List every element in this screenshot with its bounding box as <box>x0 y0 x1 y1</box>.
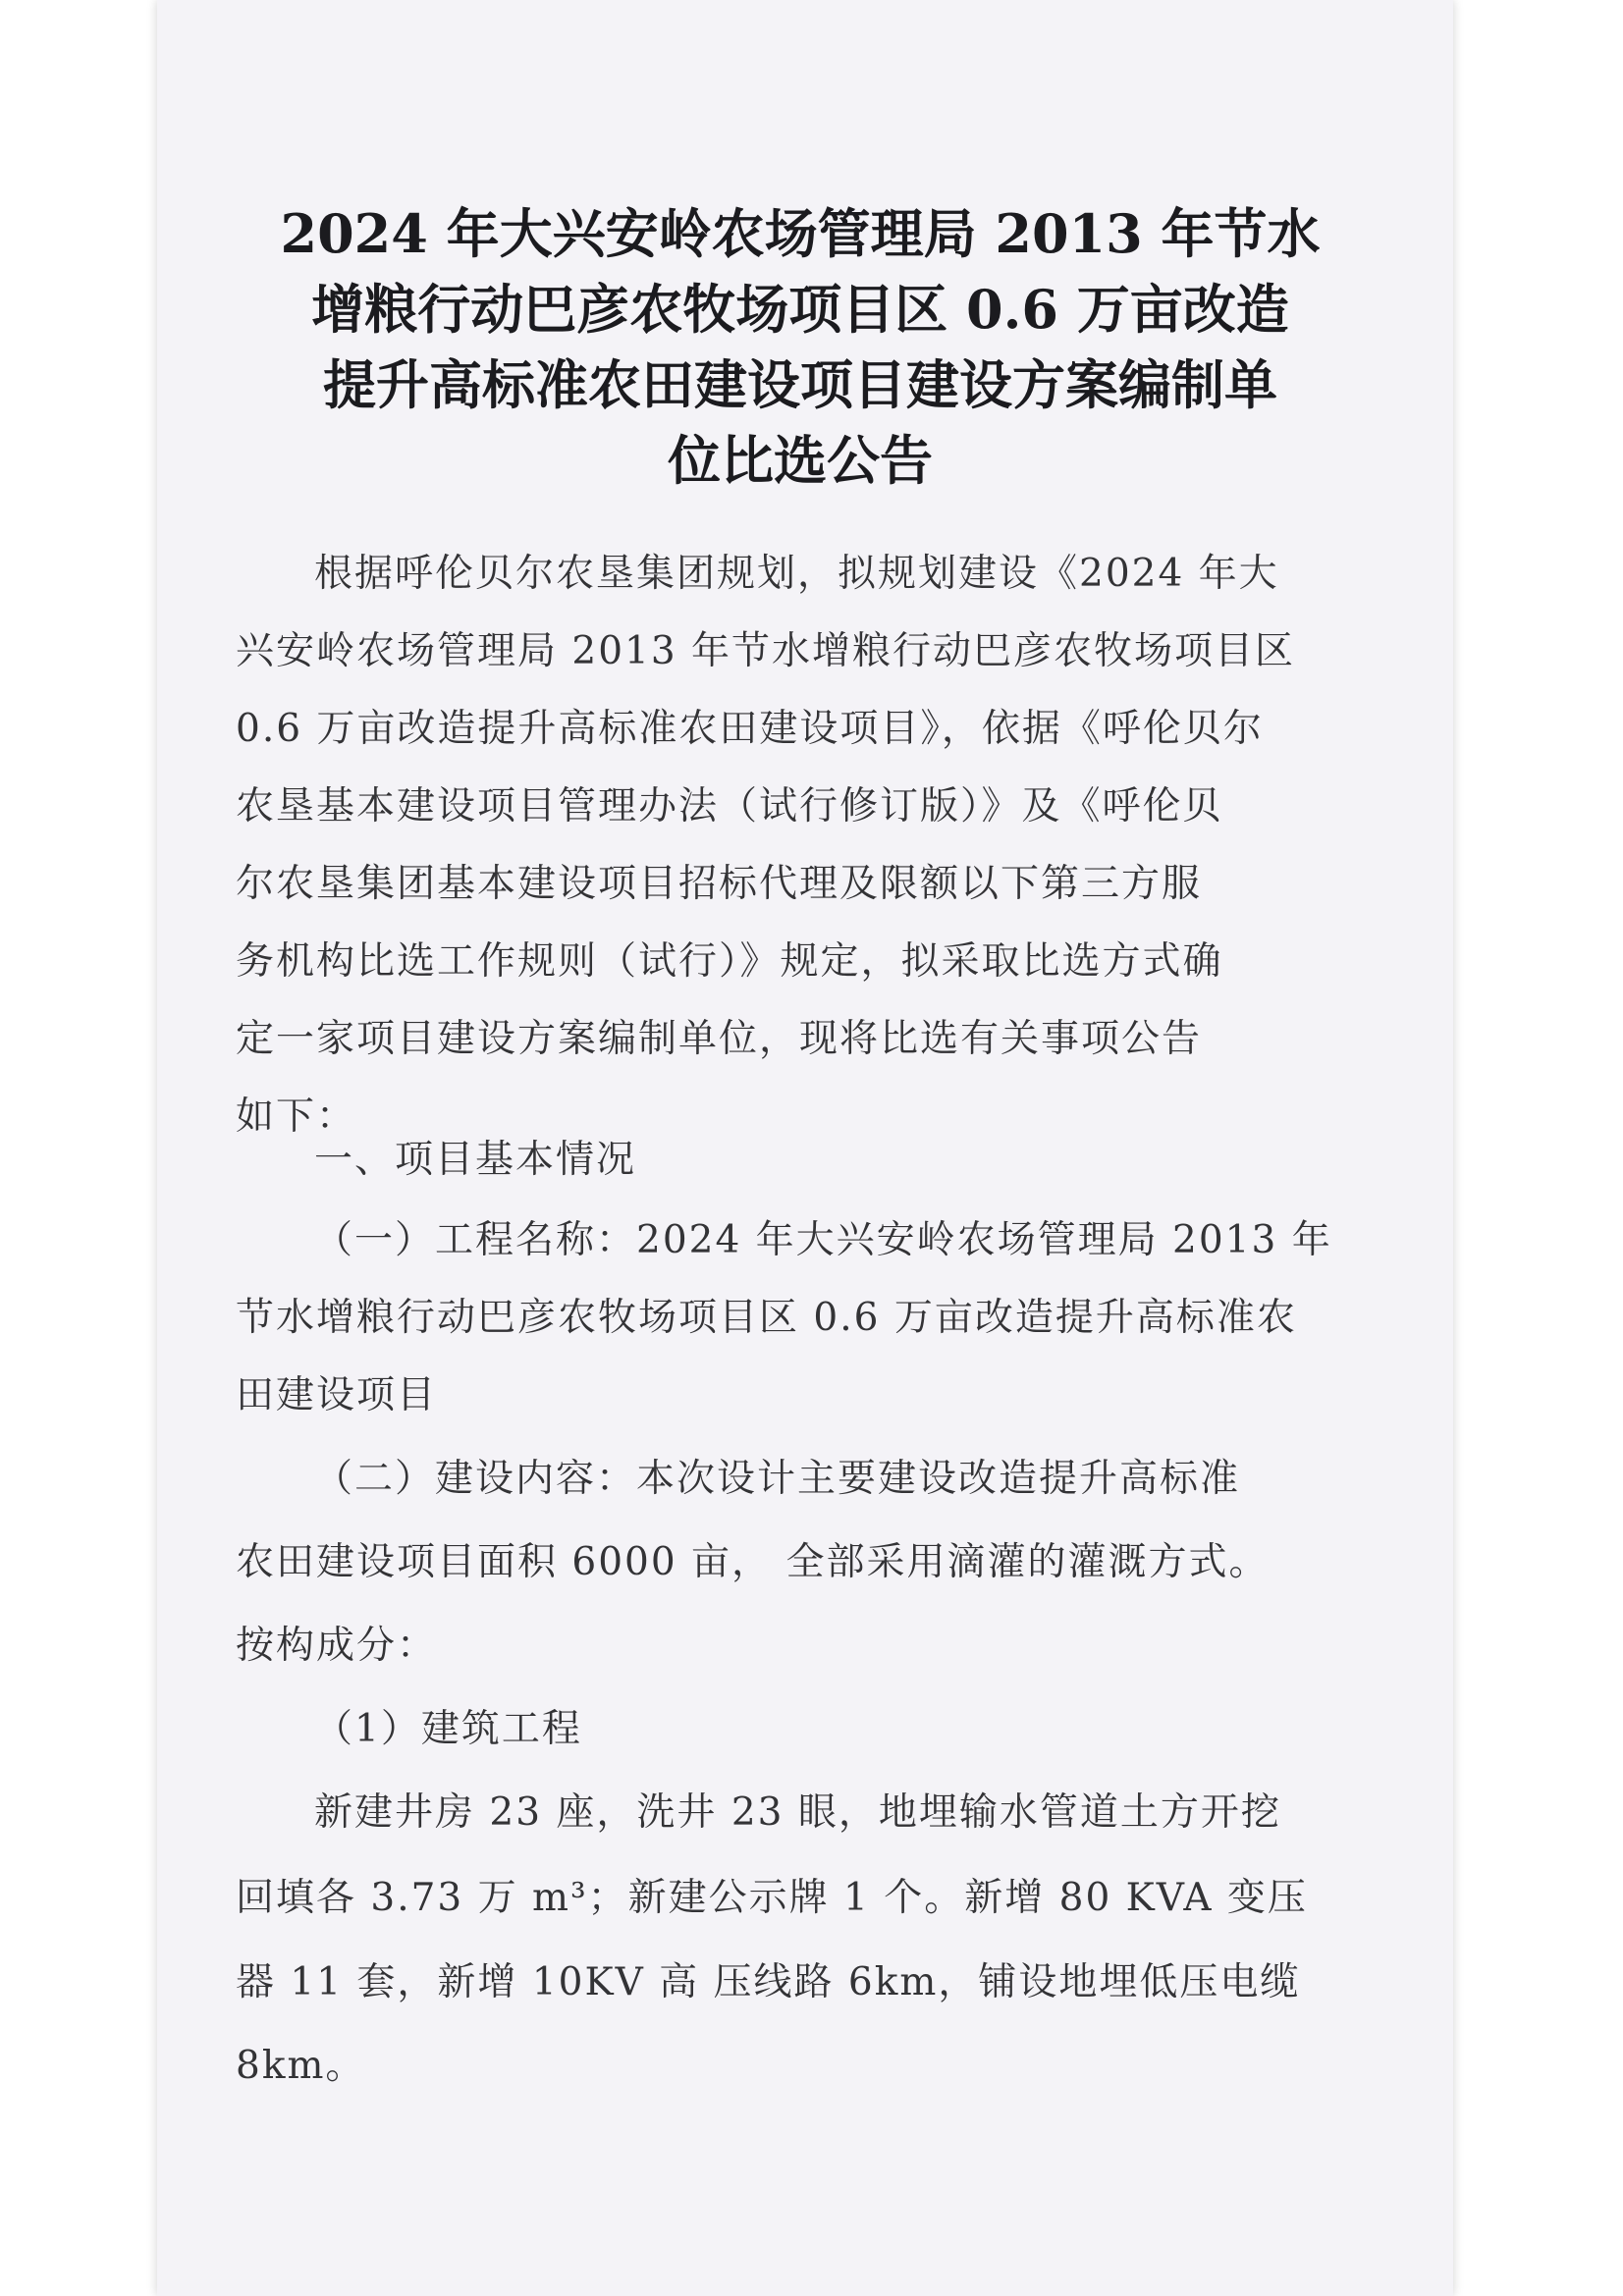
title-line-2: 增粮行动巴彦农牧场项目区 0.6 万亩改造 <box>311 278 1289 341</box>
building-works-line: 回填各 3.73 万 m³；新建公示牌 1 个。新增 80 KVA 变压 <box>236 1876 1308 1920</box>
project-name-line: （一）工程名称：2024 年大兴安岭农场管理局 2013 年 <box>314 1218 1332 1262</box>
document-title <box>236 196 1365 499</box>
construction-content-line: 按构成分： <box>236 1624 438 1668</box>
intro-line: 根据呼伦贝尔农垦集团规划，拟规划建设《2024 年大 <box>314 552 1279 596</box>
intro-line: 农垦基本建设项目管理办法（试行修订版）》及《呼伦贝 <box>236 784 1223 828</box>
intro-line: 兴安岭农场管理局 2013 年节水增粮行动巴彦农牧场项目区 <box>236 629 1296 673</box>
construction-content-line: （二）建设内容：本次设计主要建设改造提升高标准 <box>314 1457 1241 1501</box>
intro-line: 尔农垦集团基本建设项目招标代理及限额以下第三方服 <box>236 862 1203 906</box>
intro-line: 如下： <box>236 1095 357 1139</box>
building-works-line: 8km。 <box>236 2044 366 2088</box>
title-line-4: 位比选公告 <box>668 429 933 492</box>
intro-line: 0.6 万亩改造提升高标准农田建设项目》，依据《呼伦贝尔 <box>236 707 1264 751</box>
project-name-line: 节水增粮行动巴彦农牧场项目区 0.6 万亩改造提升高标准农 <box>236 1296 1297 1340</box>
building-works-line: 新建井房 23 座，洗井 23 眼，地埋输水管道土方开挖 <box>314 1790 1281 1835</box>
intro-line: 务机构比选工作规则（试行）》规定，拟采取比选方式确 <box>236 939 1223 984</box>
construction-content-line: 农田建设项目面积 6000 亩， 全部采用滴灌的灌溉方式。 <box>236 1540 1270 1584</box>
title-line-1: 2024 年大兴安岭农场管理局 2013 年节水 <box>280 202 1321 265</box>
title-line-3: 提升高标准农田建设项目建设方案编制单 <box>323 353 1277 416</box>
project-name-line: 田建设项目 <box>236 1373 438 1417</box>
subsection-heading: （1）建筑工程 <box>314 1707 582 1751</box>
building-works-line: 器 11 套，新增 10KV 高 压线路 6km，铺设地埋低压电缆 <box>236 1960 1301 2004</box>
intro-paragraph <box>236 535 1345 1155</box>
intro-line: 定一家项目建设方案编制单位，现将比选有关事项公告 <box>236 1017 1203 1061</box>
section-heading: 一、项目基本情况 <box>314 1138 637 1182</box>
